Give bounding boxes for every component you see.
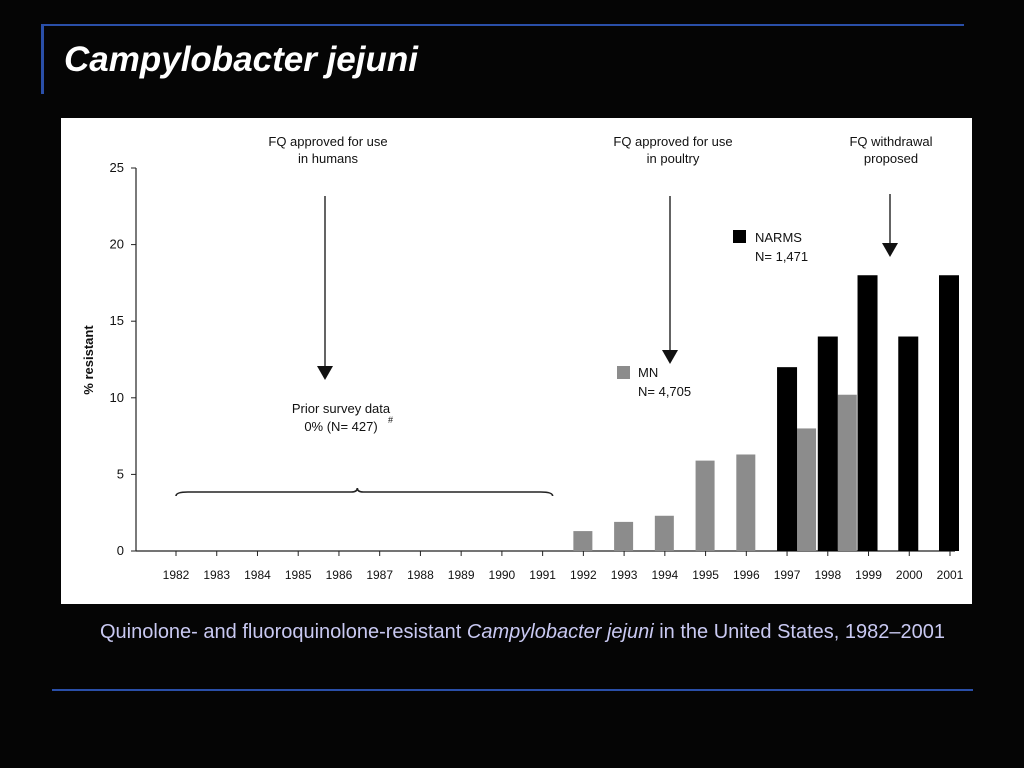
bar-mn-1995 [696,461,715,551]
title-top-rule [43,24,964,26]
slide-title: Campylobacter jejuni [64,40,418,79]
x-tick-label: 1990 [488,568,516,582]
annotation-line1-1: FQ approved for use [613,134,733,149]
y-axis-label: % resistant [81,325,96,395]
bar-narms-1998 [818,337,838,551]
prior-survey-line2: 0% (N= 427) [304,419,378,434]
x-tick-label: 1989 [447,568,475,582]
x-tick-label: 1984 [244,568,271,582]
legend-swatch-narms [733,230,746,243]
x-tick-label: 1999 [855,568,882,582]
x-tick-label: 1995 [692,568,719,582]
x-tick-label: 1992 [570,568,597,582]
slide-caption [100,616,980,649]
y-tick-label: 0 [116,543,124,558]
prior-survey-superscript: # [388,415,394,425]
bar-narms-1999 [858,275,878,551]
x-tick-label: 1983 [203,568,231,582]
y-tick-label: 5 [116,466,124,482]
bar-mn-1996 [736,454,755,551]
annotation-line1-2: FQ withdrawal [849,134,933,149]
prior-survey-brace [176,488,553,496]
bar-narms-2000 [898,337,918,551]
x-tick-label: 1988 [407,568,434,582]
bar-mn-1997 [797,428,816,551]
y-tick-label: 20 [109,236,124,252]
x-tick-label: 1986 [325,568,353,582]
legend-label-narms: NARMS [755,230,802,245]
caption-text-before: Quinolone- and fluoroquinolone-resistant [100,621,467,643]
annotation-line2-0: in humans [298,151,358,166]
title-left-rule [41,24,44,94]
bar-mn-1993 [614,522,633,551]
x-tick-label: 1982 [162,568,190,582]
bar-mn-1998 [838,395,857,551]
x-tick-label: 2000 [895,568,923,582]
x-tick-label: 1987 [366,568,394,582]
legend-n-narms: N= 1,471 [755,249,809,264]
x-tick-label: 1997 [773,568,801,582]
caption-text-after: in the United States, 1982–2001 [653,621,945,643]
legend-swatch-mn [617,366,630,379]
prior-survey-line1: Prior survey data [291,401,391,416]
annotation-arrow-head-1 [662,350,678,364]
x-tick-label: 1993 [610,568,638,582]
caption-text-italic: Campylobacter jejuni [466,621,654,643]
y-tick-label: 10 [109,389,124,405]
annotation-line2-1: in poultry [646,151,700,166]
bar-narms-1997 [777,367,797,551]
resistance-bar-chart [61,118,972,604]
y-tick-label: 25 [109,160,124,175]
x-tick-label: 1994 [651,568,679,582]
y-tick-label: 15 [109,313,124,329]
bar-narms-2001 [939,275,959,551]
x-tick-label: 1998 [814,568,842,582]
bar-mn-1994 [655,516,674,551]
legend-n-mn: N= 4,705 [638,384,692,399]
x-tick-label: 2001 [936,568,964,582]
legend-label-mn: MN [638,365,659,380]
annotation-arrow-head-2 [882,243,898,257]
x-tick-label: 1996 [732,568,760,582]
x-tick-label: 1985 [284,568,312,582]
bar-mn-1992 [573,531,592,551]
x-tick-label: 1991 [529,568,556,582]
annotation-arrow-head-0 [317,366,333,380]
annotation-line2-2: proposed [863,151,919,166]
annotation-line1-0: FQ approved for use [268,134,388,149]
chart-panel [61,118,972,604]
caption-bottom-rule [52,689,973,691]
